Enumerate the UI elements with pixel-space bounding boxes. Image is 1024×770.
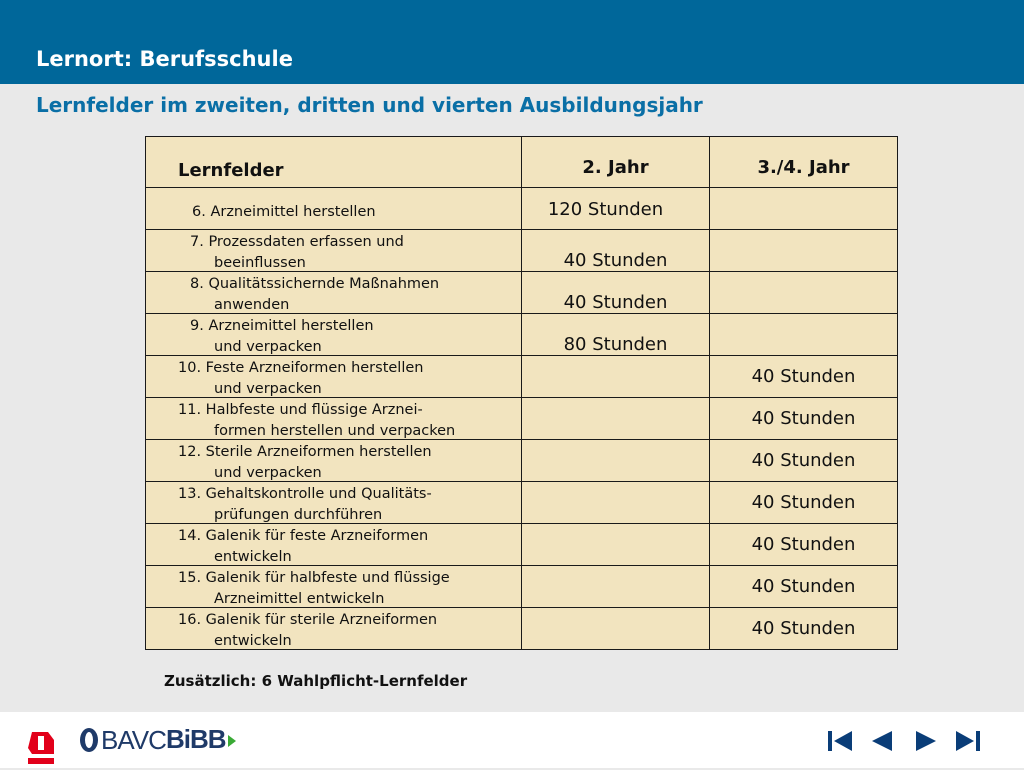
lernfeld-title: 15. Galenik für halbfeste und flüssige bbox=[178, 570, 450, 586]
last-slide-button[interactable] bbox=[954, 728, 982, 754]
jahr34-cell bbox=[710, 566, 898, 608]
bibb-logo bbox=[166, 724, 236, 755]
lernfeld-cell bbox=[146, 272, 522, 314]
bavc-logo-text: BAVC bbox=[101, 724, 166, 755]
previous-icon bbox=[868, 728, 896, 754]
bibb-arrow-icon bbox=[228, 735, 236, 747]
hours-jahr2: 40 Stunden bbox=[563, 250, 668, 271]
next-slide-button[interactable] bbox=[912, 728, 940, 754]
lernfeld-title-cont: entwickeln bbox=[214, 633, 292, 649]
table-row bbox=[146, 272, 898, 314]
jahr2-cell bbox=[522, 608, 710, 650]
table-row bbox=[146, 230, 898, 272]
first-slide-button[interactable] bbox=[826, 728, 854, 754]
lernfeld-cell bbox=[146, 440, 522, 482]
header-cell-lernfelder bbox=[146, 137, 522, 188]
lernfelder-table bbox=[145, 136, 898, 650]
header-lernfelder: Lernfelder bbox=[178, 160, 284, 181]
table-row bbox=[146, 608, 898, 650]
jahr34-cell bbox=[710, 272, 898, 314]
jahr2-cell bbox=[522, 188, 710, 230]
page-subtitle: Lernfelder im zweiten, dritten und vierten Ausbildungsjahr bbox=[36, 93, 703, 117]
lernfeld-cell bbox=[146, 482, 522, 524]
hours-jahr34: 40 Stunden bbox=[751, 408, 856, 429]
lernfeld-cell bbox=[146, 314, 522, 356]
table-row bbox=[146, 398, 898, 440]
hours-jahr34: 40 Stunden bbox=[751, 618, 856, 639]
jahr2-cell bbox=[522, 230, 710, 272]
jahr2-cell bbox=[522, 482, 710, 524]
hours-jahr34: 40 Stunden bbox=[751, 576, 856, 597]
lernfeld-title-cont: beeinflussen bbox=[214, 255, 306, 271]
header-bar bbox=[0, 0, 1024, 84]
footnote: Zusätzlich: 6 Wahlpflicht-Lernfelder bbox=[164, 672, 468, 690]
jahr2-cell bbox=[522, 440, 710, 482]
jahr34-cell bbox=[710, 608, 898, 650]
jahr2-cell bbox=[522, 272, 710, 314]
lernfeld-title-cont: anwenden bbox=[214, 297, 290, 313]
bavc-logo bbox=[80, 726, 166, 754]
lernfeld-title-cont: formen herstellen und verpacken bbox=[214, 423, 456, 439]
jahr34-cell bbox=[710, 314, 898, 356]
lernfeld-cell bbox=[146, 566, 522, 608]
lernfeld-title: 11. Halbfeste und flüssige Arznei- bbox=[178, 402, 423, 418]
header-jahr34: 3./4. Jahr bbox=[757, 157, 850, 178]
page-title: Lernort: Berufsschule bbox=[36, 47, 293, 71]
hours-jahr34: 40 Stunden bbox=[751, 366, 856, 387]
lernfeld-cell bbox=[146, 398, 522, 440]
hours-jahr2: 40 Stunden bbox=[563, 292, 668, 313]
table-row bbox=[146, 524, 898, 566]
lernfeld-title-cont: und verpacken bbox=[214, 465, 322, 481]
lernfeld-title: 10. Feste Arzneiformen herstellen bbox=[178, 360, 424, 376]
table-row bbox=[146, 566, 898, 608]
lernfeld-title-cont: Arzneimittel entwickeln bbox=[214, 591, 385, 607]
lernfeld-title-cont: und verpacken bbox=[214, 381, 322, 397]
skip-to-start-icon bbox=[826, 728, 854, 754]
igbce-logo bbox=[26, 730, 56, 766]
lernfeld-title: 8. Qualitätssichernde Maßnahmen bbox=[190, 276, 440, 292]
lernfeld-title-cont: entwickeln bbox=[214, 549, 292, 565]
table-row bbox=[146, 356, 898, 398]
bavc-mark-icon bbox=[80, 728, 98, 752]
table-row bbox=[146, 440, 898, 482]
header-jahr2: 2. Jahr bbox=[582, 157, 649, 178]
next-icon bbox=[912, 728, 940, 754]
table-row bbox=[146, 314, 898, 356]
lernfeld-title: 16. Galenik für sterile Arzneiformen bbox=[178, 612, 438, 628]
lernfeld-title-cont: und verpacken bbox=[214, 339, 322, 355]
jahr34-cell bbox=[710, 188, 898, 230]
hours-jahr34: 40 Stunden bbox=[751, 534, 856, 555]
lernfeld-title: 7. Prozessdaten erfassen und bbox=[190, 234, 404, 250]
hours-jahr2: 120 Stunden bbox=[547, 199, 664, 220]
lernfeld-title-cont: prüfungen durchführen bbox=[214, 507, 383, 523]
table-row bbox=[146, 482, 898, 524]
jahr34-cell bbox=[710, 356, 898, 398]
jahr34-cell bbox=[710, 230, 898, 272]
hours-jahr2: 80 Stunden bbox=[563, 334, 668, 355]
lernfeld-cell bbox=[146, 188, 522, 230]
lernfeld-cell bbox=[146, 230, 522, 272]
header-cell-jahr2 bbox=[522, 137, 710, 188]
previous-slide-button[interactable] bbox=[868, 728, 896, 754]
jahr2-cell bbox=[522, 524, 710, 566]
jahr34-cell bbox=[710, 524, 898, 566]
header-cell-jahr34 bbox=[710, 137, 898, 188]
jahr34-cell bbox=[710, 482, 898, 524]
lernfeld-title: 13. Gehaltskontrolle und Qualitäts- bbox=[178, 486, 432, 502]
bibb-logo-text: BiBB bbox=[166, 724, 226, 754]
table-header-row bbox=[146, 137, 898, 188]
jahr34-cell bbox=[710, 398, 898, 440]
footer-bar bbox=[0, 712, 1024, 768]
lernfeld-title: 6. Arzneimittel herstellen bbox=[192, 204, 376, 220]
jahr2-cell bbox=[522, 356, 710, 398]
jahr2-cell bbox=[522, 398, 710, 440]
hours-jahr34: 40 Stunden bbox=[751, 450, 856, 471]
lernfeld-title: 14. Galenik für feste Arzneiformen bbox=[178, 528, 429, 544]
jahr2-cell bbox=[522, 566, 710, 608]
hours-jahr34: 40 Stunden bbox=[751, 492, 856, 513]
lernfeld-cell bbox=[146, 524, 522, 566]
table-row bbox=[146, 188, 898, 230]
skip-to-end-icon bbox=[954, 728, 982, 754]
lernfeld-title: 12. Sterile Arzneiformen herstellen bbox=[178, 444, 432, 460]
lernfeld-cell bbox=[146, 356, 522, 398]
jahr34-cell bbox=[710, 440, 898, 482]
lernfeld-title: 9. Arzneimittel herstellen bbox=[190, 318, 374, 334]
jahr2-cell bbox=[522, 314, 710, 356]
lernfeld-cell bbox=[146, 608, 522, 650]
